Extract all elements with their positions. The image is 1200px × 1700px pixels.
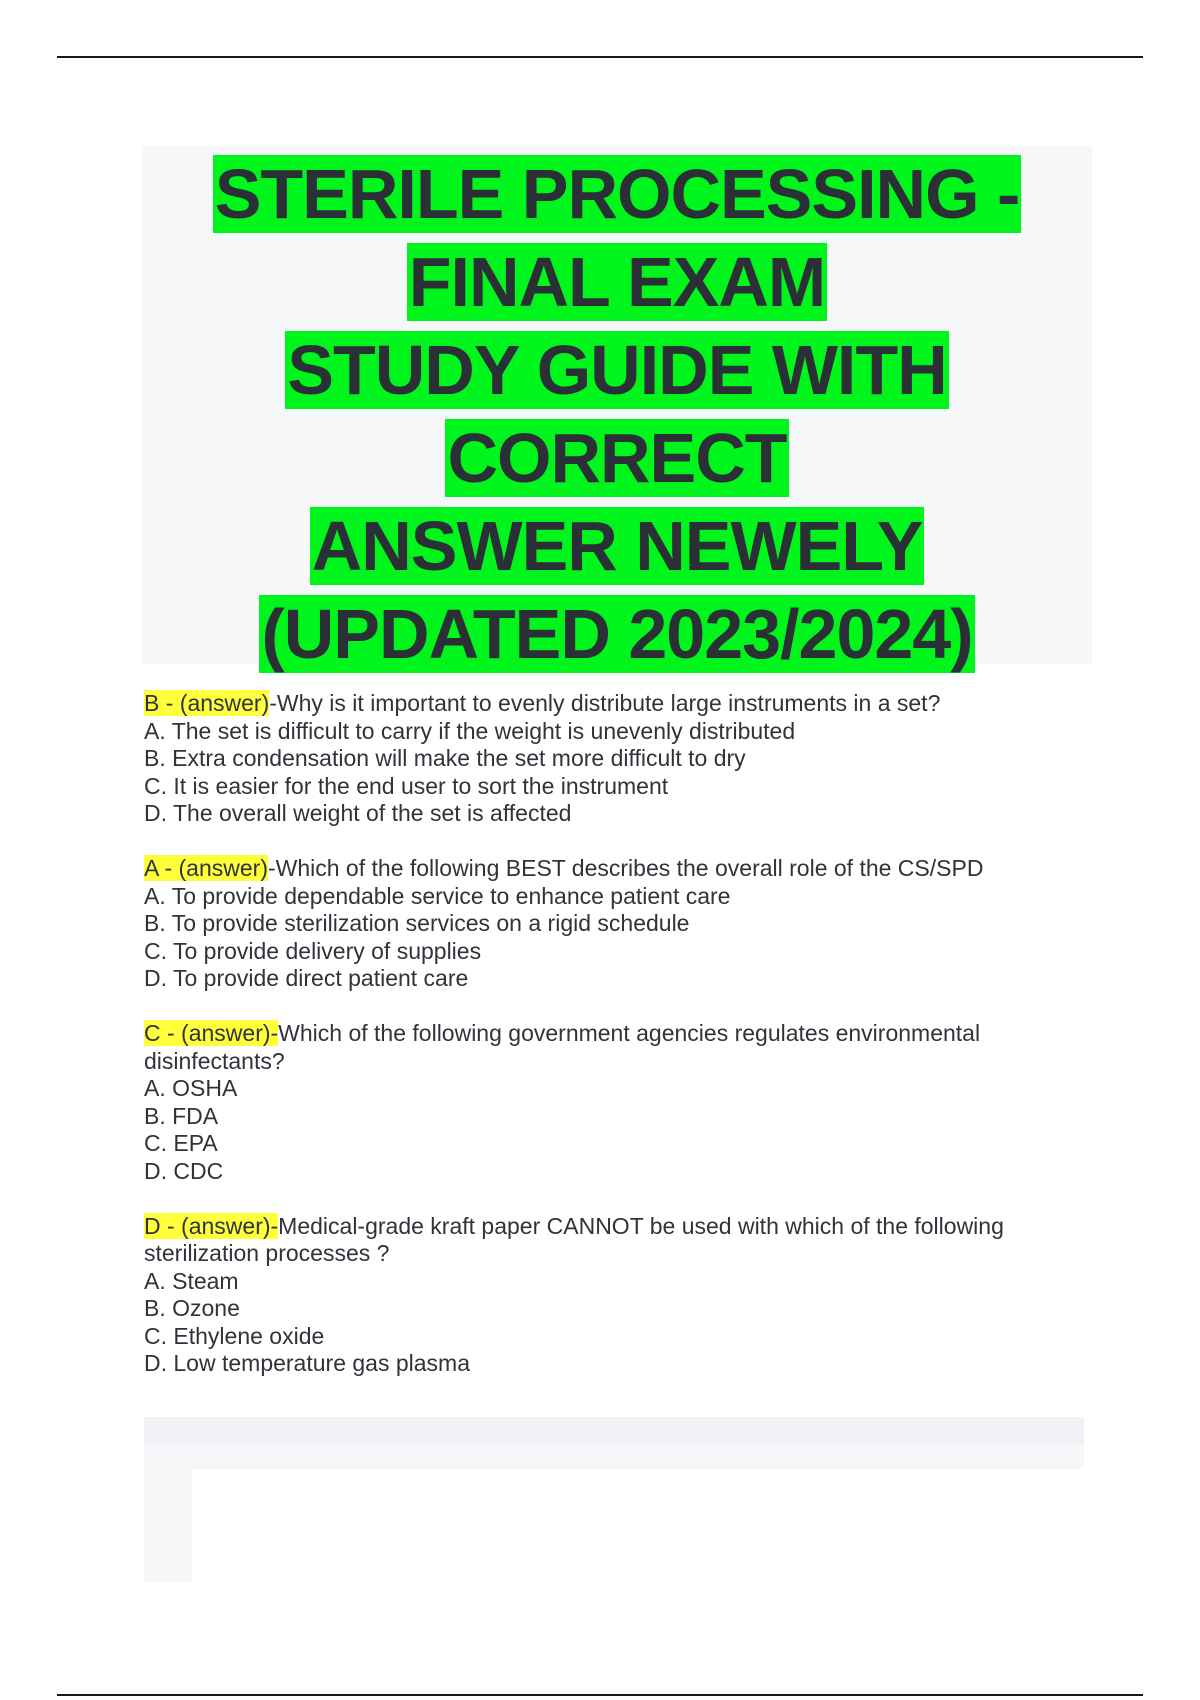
option-b: B. FDA [144, 1102, 219, 1129]
question-text: C - (answer)-Which of the following government agencies regulates environmental disinfectants? [144, 1019, 981, 1074]
question-item [144, 855, 1084, 993]
question-text: B - (answer)-Why is it important to evenly distribute large instruments in a set? [144, 690, 941, 716]
question-text: D - (answer)-Medical-grade kraft paper CANNOT be used with which of the following sterilization processes ? [144, 1212, 1004, 1267]
title-line-1: STERILE PROCESSING - [214, 155, 1020, 233]
option-c: C. It is easier for the end user to sort the instrument [144, 772, 669, 799]
option-d: D. To provide direct patient care [144, 965, 469, 992]
blank-content-box [144, 1417, 1084, 1582]
question-list [144, 690, 1084, 1405]
option-d: D. Low temperature gas plasma [144, 1350, 470, 1377]
answer-tag: C - (answer)- [144, 1019, 279, 1046]
answer-tag: D - (answer)- [144, 1212, 279, 1239]
option-b: B. To provide sterilization services on a rigid schedule [144, 910, 690, 937]
option-d: D. CDC [144, 1157, 224, 1184]
blank-inner-area [192, 1469, 1084, 1582]
title-line-2: FINAL EXAM [408, 243, 826, 321]
option-c: C. To provide delivery of supplies [144, 937, 482, 964]
option-b: B. Ozone [144, 1295, 240, 1322]
title-line-6: (UPDATED 2023/2024) [261, 595, 973, 673]
title-line-4: CORRECT [447, 419, 787, 497]
question-item [144, 690, 1084, 828]
option-c: C. Ethylene oxide [144, 1322, 325, 1349]
blank-strip [144, 1417, 1084, 1445]
title-block [142, 146, 1092, 673]
blank-tab [192, 1445, 432, 1469]
option-c: C. EPA [144, 1130, 218, 1157]
question-text: A - (answer)-Which of the following BEST describes the overall role of the CS/SPD [144, 854, 984, 881]
question-item [144, 1213, 1084, 1379]
answer-tag: A - (answer) [144, 854, 268, 881]
option-a: A. The set is difficult to carry if the weight is unevenly distributed [144, 717, 796, 744]
option-a: A. OSHA [144, 1075, 238, 1102]
answer-tag: B - (answer) [144, 690, 270, 716]
title-line-5: ANSWER NEWELY [311, 507, 923, 585]
option-b: B. Extra condensation will make the set more difficult to dry [144, 745, 746, 772]
question-item [144, 1020, 1084, 1186]
option-a: A. Steam [144, 1267, 239, 1294]
option-d: D. The overall weight of the set is affected [144, 800, 572, 827]
bottom-rule [57, 1694, 1143, 1696]
option-a: A. To provide dependable service to enhance patient care [144, 882, 731, 909]
title-line-3: STUDY GUIDE WITH [287, 331, 947, 409]
top-rule [57, 56, 1143, 58]
